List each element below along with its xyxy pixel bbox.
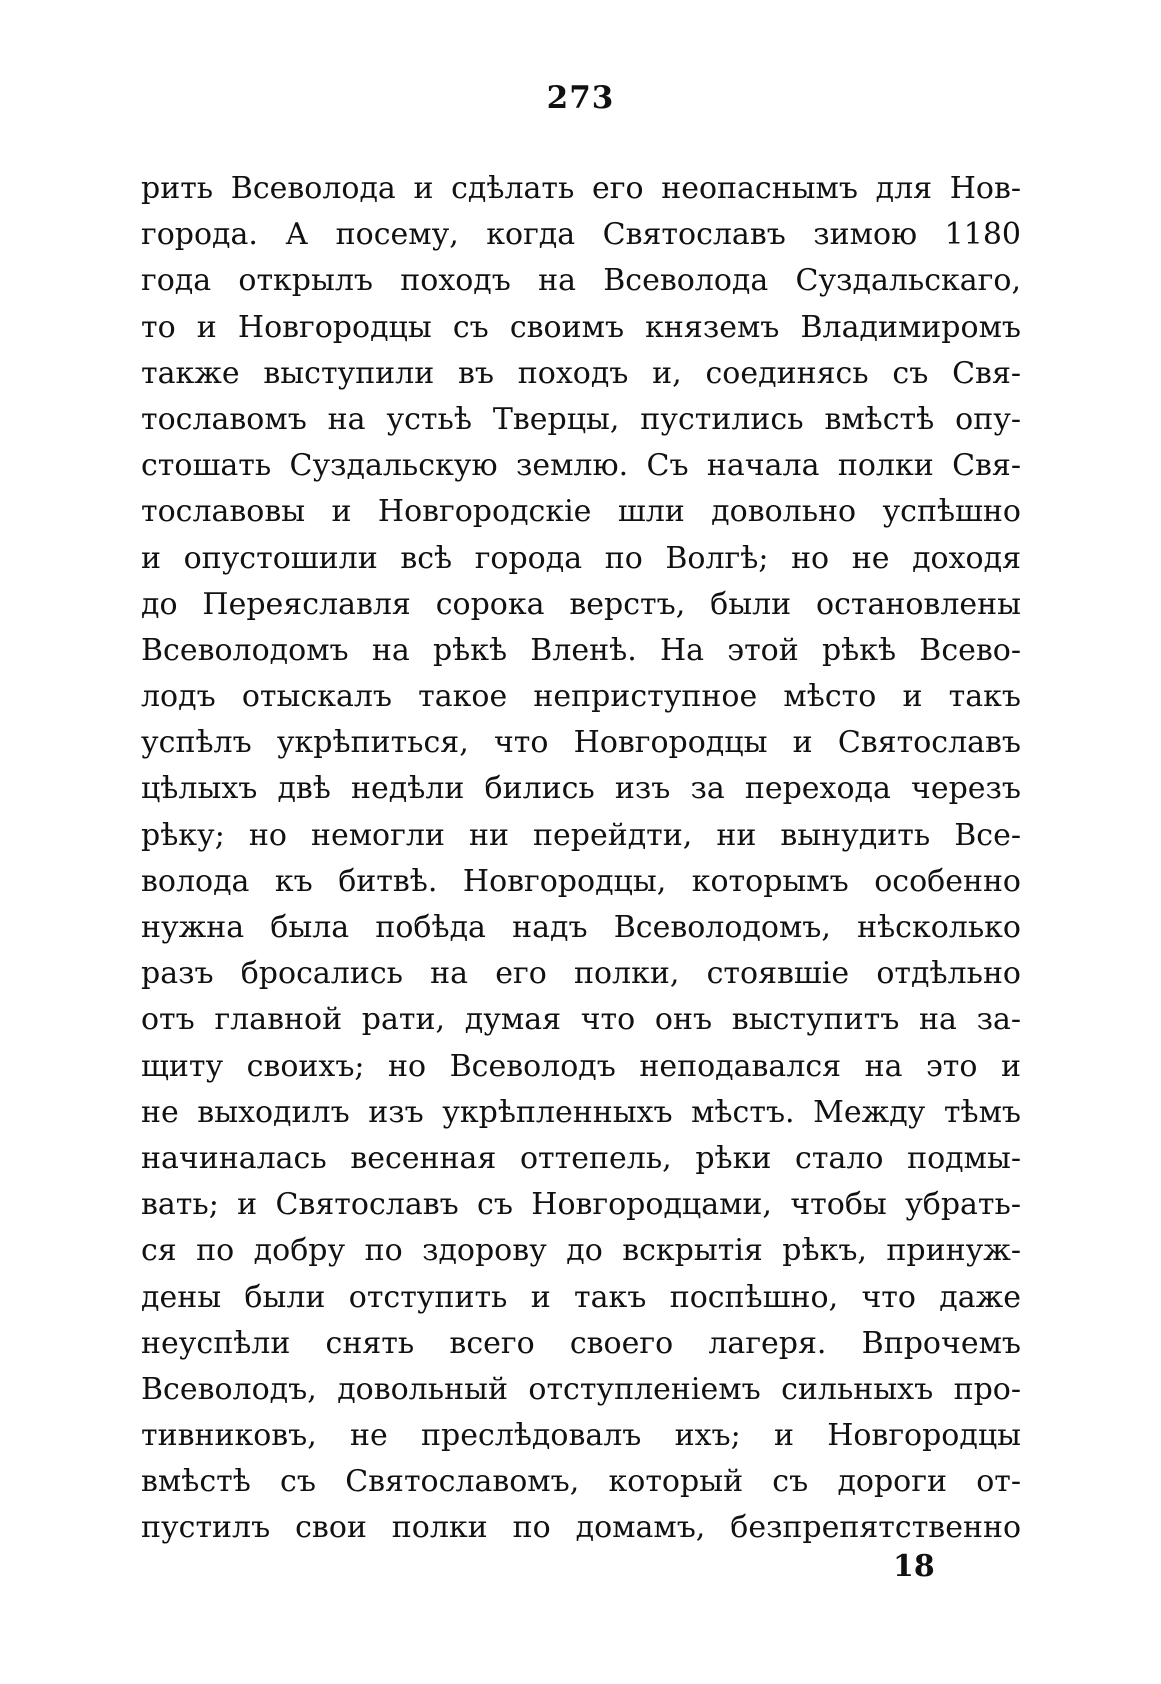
text-line: цѣлыхъ двѣ недѣли бились изъ за перехода черезъ	[141, 771, 1021, 807]
text-line: и опустошили всѣ города по Волгѣ; но не доходя	[141, 540, 1021, 576]
text-line: рить Всеволода и сдѣлать его неопаснымъ для Нов-	[141, 171, 1021, 206]
signature-mark: 18	[893, 1549, 935, 1584]
text-line: начиналась весенная оттепель, рѣки стало подмы-	[141, 1140, 1021, 1176]
body-text	[141, 166, 1021, 1552]
text-line: нужна была побѣда надъ Всеволодомъ, нѣсколько	[141, 910, 1021, 945]
text-line: стошать Суздальскую землю. Съ начала полки Свя-	[141, 448, 1021, 484]
text-line: разъ бросались на его полки, стоявшіе отдѣльно	[141, 956, 1021, 992]
text-line: неуспѣли снять всего своего лагеря. Впрочемъ	[141, 1325, 1021, 1361]
text-line: года открылъ походъ на Всеволода Суздальскаго,	[141, 263, 1021, 299]
text-line: не выходилъ изъ укрѣпленныхъ мѣстъ. Между тѣмъ	[141, 1094, 1021, 1130]
text-line: рѣку; но немогли ни перейдти, ни вынудить Все-	[141, 817, 1021, 853]
text-line: пустилъ свои полки по домамъ, безпрепятственно	[141, 1510, 1021, 1546]
text-line: тославовы и Новгородскіе шли довольно успѣшно	[141, 494, 1021, 530]
text-line: до Переяславля сорока верстъ, были остановлены	[141, 586, 1021, 622]
text-line: города. А посему, когда Святославъ зимою 1180	[141, 217, 1021, 253]
text-line: тославомъ на устьѣ Тверцы, пустились вмѣстѣ опу-	[141, 401, 1021, 437]
text-line: тивниковъ, не преслѣдовалъ ихъ; и Новгородцы	[141, 1418, 1021, 1454]
text-line: щиту своихъ; но Всеволодъ неподавался на это и	[141, 1048, 1021, 1084]
text-line: то и Новгородцы съ своимъ княземъ Владимиромъ	[141, 309, 1021, 345]
text-line: вать; и Святославъ съ Новгородцами, чтобы убрать-	[141, 1187, 1021, 1223]
text-line: успѣлъ укрѣпиться, что Новгородцы и Святославъ	[141, 725, 1021, 761]
text-line: лодъ отыскалъ такое неприступное мѣсто и такъ	[141, 679, 1021, 715]
text-line: Всеволодъ, довольный отступленіемъ сильныхъ про-	[141, 1371, 1021, 1407]
text-line: волода къ битвѣ. Новгородцы, которымъ особенно	[141, 863, 1021, 899]
text-line: ся по добру по здорову до вскрытія рѣкъ, принуж-	[141, 1233, 1021, 1269]
text-line: вмѣстѣ съ Святославомъ, который съ дороги от-	[141, 1464, 1021, 1500]
page-number: 273	[546, 80, 615, 116]
text-line: Всеволодомъ на рѣкѣ Вленѣ. На этой рѣкѣ Всево-	[141, 632, 1021, 668]
text-line: отъ главной рати, думая что онъ выступитъ на за-	[141, 1002, 1021, 1038]
text-line: дены были отступить и такъ поспѣшно, что даже	[141, 1279, 1021, 1315]
text-line: также выступили въ походъ и, соединясь съ Свя-	[141, 355, 1021, 391]
